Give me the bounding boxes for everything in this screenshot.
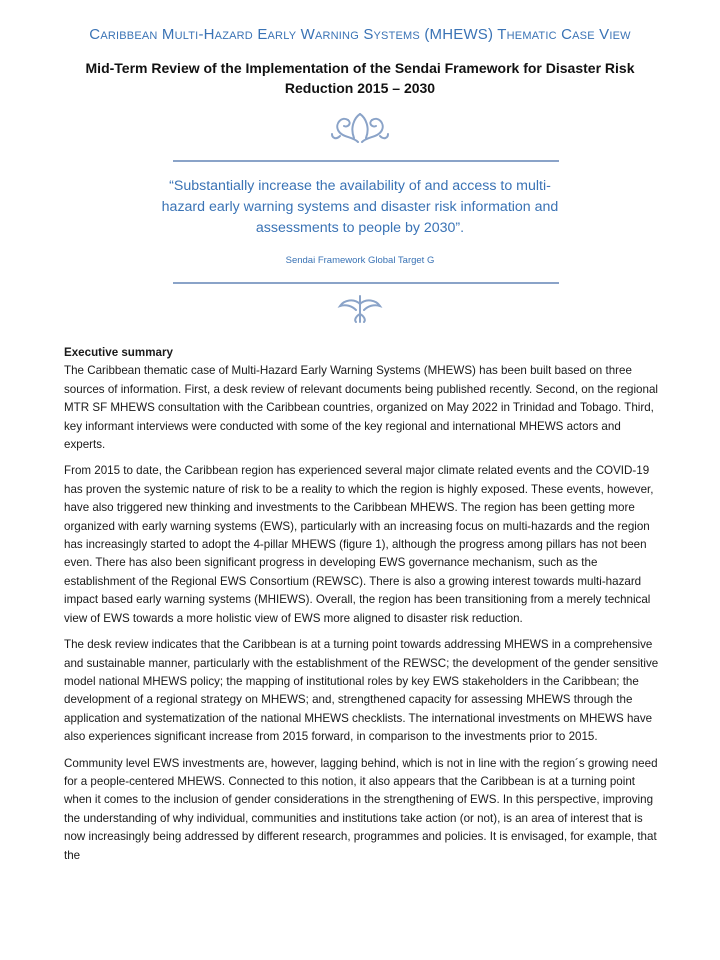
document-title: Caribbean Multi-Hazard Early Warning Systems (MHEWS) Thematic Case View <box>89 26 631 43</box>
top-divider <box>173 160 559 162</box>
bottom-divider <box>173 282 559 284</box>
quote-source: Sendai Framework Global Target G <box>285 255 435 266</box>
paragraph-1: The Caribbean thematic case of Multi-Hazard Early Warning Systems (MHEWS) has been built based on three sources of information. First, a desk review of relevant documents being published recently. Second, on the regional MTR SF MHEWS consultation with the Caribbean countries, organized on May 2022 in Trinidad and Tobago. Third, key informant interviews were conducted with some of the key regional and international MHEWS actors and experts. <box>64 364 658 452</box>
paragraph-2: From 2015 to date, the Caribbean region has experienced several major climate related events and the COVID-19 has proven the systemic nature of risk to be a reality to which the region is highly exposed. These events, however, have also triggered new thinking and investments to the Caribbean MHEWS. The region has been getting more organized with early warning systems (EWS), particularly with an increasing focus on multi-hazards and the region has increasingly started to adopt the 4-pillar MHEWS (figure 1), although the progress among pillars has not been even. There has also been significant progress in developing EWS governance mechanism, such as the establishment of the Regional EWS Consortium (REWSC). There is also a growing interest towards multi-hazard impact based early warning systems (MHIEWS). Overall, the region has been transitioning from a merely technical view of EWS towards a more holistic view of EWS more aligned to disaster risk reduction. <box>64 464 654 625</box>
paragraph-3: The desk review indicates that the Caribbean is at a turning point towards addressing MHEWS in a comprehensive and sustainable manner, particularly with the establishment of the REWSC; the development of the gender sensitive model national MHEWS policy; the mapping of institutional roles by key EWS stakeholders in the Caribbean; the development of a regional strategy on MHEWS; and, strengthened capacity for assessing MHEWS through the application and systematization of the national MHEWS checklists. The international investments on MHEWS have also experiences significant increase from 2015 forward, in comparison to the investments prior to 2015. <box>64 638 659 744</box>
document-subtitle: Mid-Term Review of the Implementation of the Sendai Framework for Disaster Risk Reduction 2015 – 2030 <box>85 60 635 96</box>
section-heading: Executive summary <box>64 346 173 359</box>
floral-ornament-icon <box>326 108 394 148</box>
executive-summary <box>64 344 660 873</box>
sendai-quote: “Substantially increase the availability of and access to multi-hazard early warning systems and disaster risk information and assessments to people by 2030”. <box>161 178 559 236</box>
paragraph-4: Community level EWS investments are, however, lagging behind, which is not in line with the region´s growing need for a people-centered MHEWS. Connected to this notion, it also appears that the Caribbean is at a turning point when it comes to the inclusion of gender considerations in the strengthening of EWS. In this perspective, improving the understanding of why individual, communities and institutions take action (or not), is an area of interest that is now increasingly being addressed by different research, programmes and policies. It is envisaged, for example, that the <box>64 756 658 862</box>
fleur-ornament-icon <box>334 290 386 326</box>
